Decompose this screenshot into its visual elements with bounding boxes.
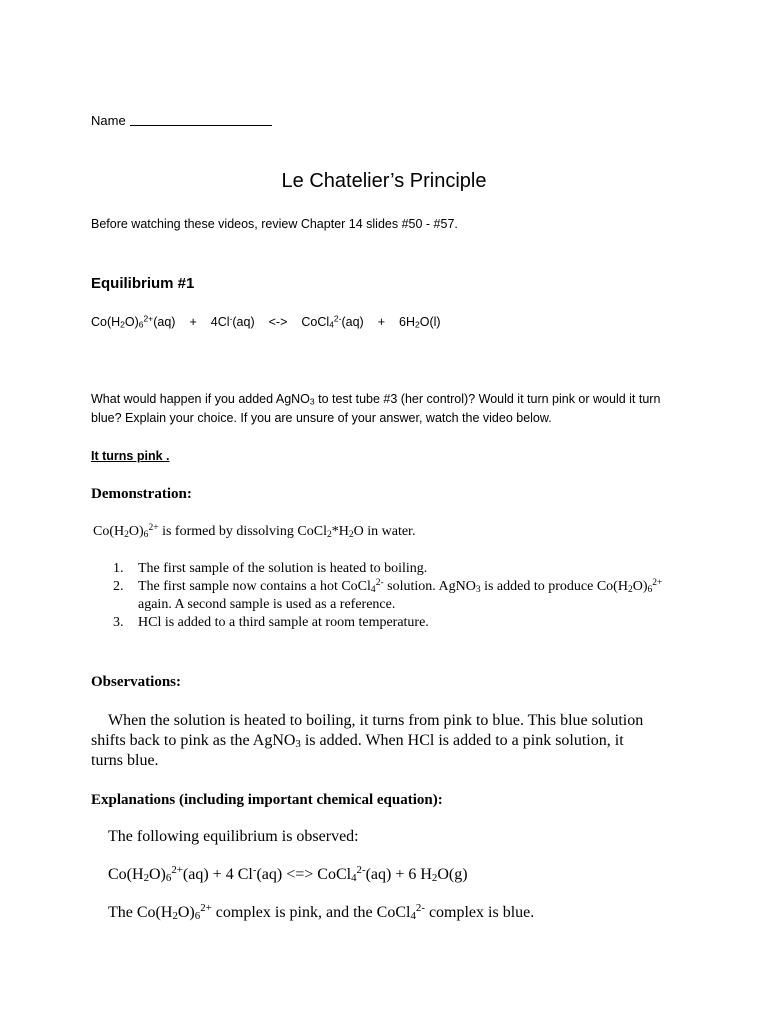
list-item: 1. The first sample of the solution is heated to boiling.	[113, 561, 428, 576]
demonstration-steps	[113, 560, 673, 632]
equilibrium-reaction	[91, 315, 441, 329]
equilibrium-heading: Equilibrium #1	[91, 275, 195, 292]
explanations-heading: Explanations (including important chemical equation):	[91, 792, 443, 808]
reactant-chloride: 4Cl-(aq)	[210, 313, 255, 329]
plus-sign: +	[377, 315, 386, 329]
equilibrium-arrow: <->	[268, 315, 288, 329]
page-title: Le Chatelier’s Principle	[281, 170, 487, 192]
explanations-colors-text: The $Co(H_2O)_6^{2+}$ complex is pink, and the CoCl$_4^{2-}$ complex is blue.	[108, 902, 535, 923]
explanations-observed-text: The following equilibrium is observed:	[108, 828, 359, 845]
answer-text: It turns pink .	[91, 449, 170, 463]
demonstration-heading: Demonstration:	[91, 486, 192, 502]
plus-sign: +	[189, 315, 197, 329]
demonstration-formed-text: $Co(H_2O)_6^{2+}$ is formed by dissolving $CoCl_2*H_2O$ in water.	[93, 522, 416, 540]
observations-text: When the solution is heated to boiling, it turns from pink to blue. This blue solution shifts back to pink as the AgNO$_3$ is added. When HCl is added to a pink solution, it turns blue.	[91, 712, 644, 769]
explanations-equation: $Co(H_2O)_6^{2+}(aq) + 4$ Cl-(aq) <=> CoCl$_4^{2-}$(aq) + 6 $H_2O(g)$	[108, 864, 468, 885]
observations-heading: Observations:	[91, 674, 181, 690]
name-field	[91, 113, 272, 128]
product-water: $6H_2O(l)$	[399, 315, 441, 330]
name-blank-line	[130, 113, 272, 126]
question-text: What would happen if you added AgNO$_3$ to test tube #3 (her control)? Would it turn pink or would it turn blue? Explain your choice. If you are unsure of your answer, watch the video below.	[91, 392, 661, 425]
name-label: Name	[91, 113, 126, 128]
list-item: 2. The first sample now contains a hot CoCl$_4^{2-}$ solution. AgNO$_3$ is added to produce $Co(H_2O)_6^{2+}$ again. A second sample is used as a reference.	[113, 577, 663, 612]
intro-text: Before watching these videos, review Chapter 14 slides #50 - #57.	[91, 217, 458, 231]
reactant-cobalt-aqua: $Co(H_2O)_6^{2+}(aq)$	[91, 313, 176, 330]
list-item: 3. HCl is added to a third sample at room temperature.	[113, 615, 429, 630]
product-cobalt-chloride: CoCl$_4^{2-}$(aq)	[301, 313, 364, 330]
